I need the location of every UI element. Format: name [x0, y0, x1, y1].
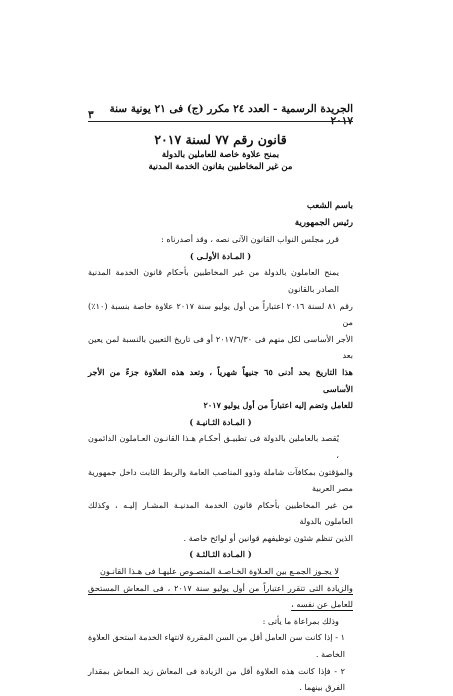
- law-title: قانون رقم ٧٧ لسنة ٢٠١٧: [154, 132, 287, 147]
- article-1-line: هذا التاريخ بحد أدنى ٦٥ جنيهاً شهرياً ، وتعد هذه العلاوة جزءً من الأجر الأساسى: [88, 366, 354, 394]
- article-3-item: ١ - إذا كانت سن العامل أقل من السن المقررة لانتهاء الخدمة استحق العلاوة الخاصة .: [88, 632, 345, 660]
- article-1-heading: ( المـادة الأولـى ): [189, 250, 252, 261]
- article-3-heading: ( المـادة الثـالثـة ): [189, 549, 252, 560]
- preamble: قرر مجلس النواب القانون الآتى نصه ، وقد أصدرناه :: [161, 234, 339, 245]
- law-subtitle-2: من غير المخاطبين بقانون الخدمة المدنية: [148, 162, 293, 172]
- article-3-line: وذلك بمراعاة ما يأتى :: [262, 615, 339, 626]
- article-3-line: والزيادة التى تتقرر اعتباراً من أول يوليو سنة ٢٠١٧ ، فى المعاش المستحق للعامل عن نفسه ،: [88, 582, 353, 610]
- article-2-heading: ( المـادة الثـانيـة ): [189, 416, 252, 427]
- law-body: [88, 198, 353, 696]
- article-2-line: يُقصد بالعاملين بالدولة فى تطبيـق أحكـام هـذا القانـون العـاملون الدائمون ،: [88, 433, 339, 460]
- page-header: [88, 103, 353, 127]
- article-1-line: رقم ٨١ لسنة ٢٠١٦ اعتباراً من أول يوليو سنة ٢٠١٧ علاوة خاصة بنسبة (١٠٪) من: [88, 300, 353, 328]
- gazette-title: الجريدة الرسمية - العدد ٢٤ مكرر (ج) فى ٢١ يونية سنة ٢٠١٧: [109, 103, 353, 127]
- article-3-line: لا يجـوز الجمـع بين العـلاوة الخـاصـة المنصـوص عليهـا فى هـذا القانـون: [100, 566, 339, 577]
- header-divider: [88, 121, 353, 122]
- article-2-line: والمؤقتون بمكافآت شاملة وذوو المناصب العامة والربط الثابت داخل جمهورية مصر العربية: [88, 466, 353, 494]
- article-2-line: من غير المخاطبين بأحكام قانون الخدمة المدنيـة المشـار إليـه ، وكذلك العاملون بالدولة: [88, 499, 353, 527]
- authority-people: باسم الشعب: [306, 201, 353, 211]
- article-1-line: يمنح العاملون بالدولة من غير المخاطبين بأحكام قانون الخدمة المدنية الصادر بالقانون: [88, 267, 339, 294]
- article-1-line: للعامل وتضم إليه اعتباراً من أول يوليو ٢٠١٧: [203, 400, 353, 411]
- law-subtitle-1: بمنح علاوة خاصة للعاملين بالدولة: [161, 150, 280, 160]
- article-3-item: ٢ - فإذا كانت هذه العلاوة أقل من الزيادة فى المعاش زيد المعاش بمقدار الفرق بينهما .: [88, 665, 345, 693]
- article-2-line: الذين تنظم شئون توظيفهم قوانين أو لوائح خاصة .: [183, 532, 353, 543]
- page-number: ٣: [88, 109, 94, 121]
- authority-president: رئيس الجمهورية: [294, 217, 353, 228]
- law-title-block: [88, 132, 353, 174]
- article-1-line: الأجر الأساسى لكل منهم فى ٢٠١٧/٦/٣٠ أو فى تاريخ التعيين بالنسبة لمن يعين بعد: [88, 333, 353, 361]
